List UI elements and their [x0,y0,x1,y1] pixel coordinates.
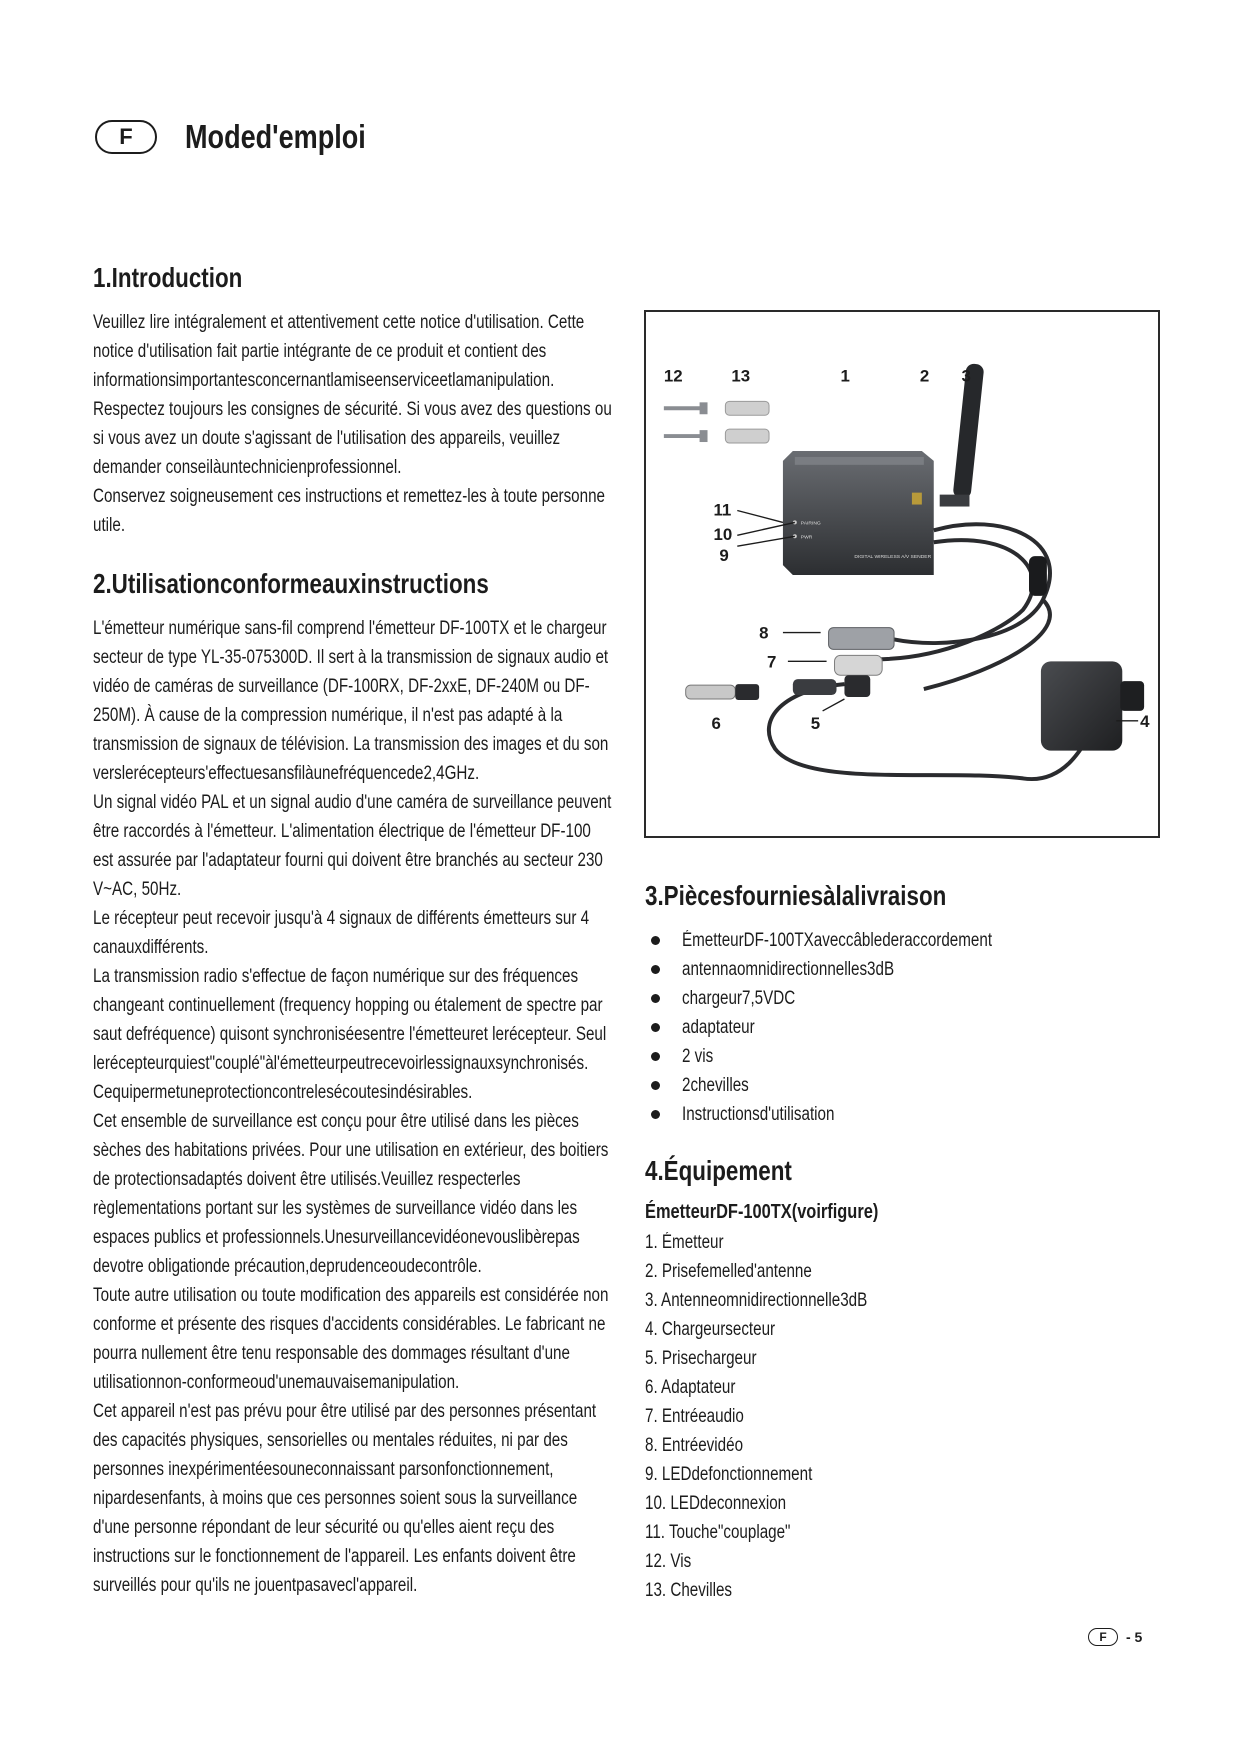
list-item [645,984,1165,1013]
left-column [93,262,613,1600]
screws-icon [664,402,708,442]
callout-10: 10 [713,525,733,545]
callout-8: 8 [759,623,769,643]
paragraph: Cet appareil n'est pas prévu pour être utilisé par des personnes présentant des capacités physiques, sensorielles ou mentales réduites, ni par des personnes inexpérimentéesouneconnaissant parsonfonctionnement, nipardesenfants, à moins que ces personnes soient sous la surveillance d'une personne répondant de leur sécurité ou qu'elles aient reçu des instructions sur le fonctionnement de l'appareil. Les enfants doivent être surveillés pour qu'ils ne jouentpasavecl'appareil. [93,1401,597,1596]
list-item: 11. Touche"couplage" [645,1522,791,1543]
list-item-text: 2chevilles [682,1074,749,1096]
section-body [93,614,613,1600]
section-heading: 1.Introduction [93,262,243,293]
section-equipment [645,1155,1165,1605]
paragraph: Toute autre utilisation ou toute modification des appareils est considérée non conforme et présente des risques d'accidents considérables. Le fabricant ne pourra nullement être tenu responsable des dommages résultant d'une utilisationnon-conformeoud'unemauvaisemanipulation. [93,1285,609,1393]
callout-4: 4 [1140,711,1150,731]
pairing-led-label: PAIRING [800,521,821,527]
list-item: 1. Émetteur [645,1232,724,1253]
callout-3: 3 [961,366,971,386]
callout-13: 13 [731,366,751,386]
callout-11: 11 [713,500,732,520]
list-item: 9. LEDdefonctionnement [645,1464,813,1485]
list-item-text: 2 vis [682,1045,714,1067]
callout-12: 12 [663,366,683,386]
charger-icon [1041,661,1144,750]
section-heading: 4.Équipement [645,1155,792,1186]
callout-5: 5 [810,713,821,733]
list-item: 4. Chargeursecteur [645,1319,776,1340]
callout-9: 9 [719,546,729,566]
bullet-icon [651,965,660,974]
paragraph: Un signal vidéo PAL et un signal audio d'une caméra de surveillance peuvent être raccordés à l'émetteur. L'alimentation électrique de l'émetteur DF-100 est assurée par l'adaptateur fourni qui doivent être branchés au secteur 230 V~AC, 50Hz. [93,792,612,900]
list-item-text: antennaomnidirectionnelles3dB [682,958,895,980]
callout-7: 7 [767,652,777,672]
paragraph: L'émetteur numérique sans-fil comprend l'émetteur DF-100TX et le chargeur secteur de type YL-35-075300D. Il sert à la transmission de signaux audio et vidéo de caméras de surveillance (DF-100RX, DF-2xxE, DF-240M ou DF-250M). À cause de la compression numérique, il n'est pas adapté à la transmission de signaux de télévision. La transmission des images et du son verslerécepteurs'effectuesansfilàunefréquencede2,4GHz. [93,618,609,784]
adapter-icon [686,684,759,700]
page-title: Moded'emploi [185,118,366,155]
list-item-text: adaptateur [682,1016,755,1038]
paragraph: Conservez soigneusement ces instructions et remettez-les à toute personne utile. [93,486,605,536]
list-item [645,1042,1165,1071]
section-body [93,308,613,540]
list-item [645,1100,1165,1129]
list-item: 10. LEDdeconnexion [645,1493,787,1514]
audio-connector-icon [835,655,883,675]
wall-plugs-icon [725,401,769,443]
language-badge-small: F [1088,1628,1118,1646]
section-intended-use [93,568,613,1600]
list-item [645,955,1165,984]
power-led-label: PWR [800,535,813,541]
section-heading: 2.Utilisationconformeauxinstructions [93,568,489,599]
list-item: 12. Vis [645,1551,692,1572]
list-item-text: chargeur7,5VDC [682,987,796,1009]
transmitter-box [783,451,934,575]
list-item: 2. Prisefemelled'antenne [645,1261,812,1282]
list-item: 6. Adaptateur [645,1377,736,1398]
product-figure [644,310,1160,838]
callout-1: 1 [840,366,850,386]
bullet-icon [651,1052,660,1061]
callout-2: 2 [919,366,930,386]
bullet-icon [651,1081,660,1090]
product-illustration [646,312,1158,836]
section-supplied-parts [645,880,1165,1129]
page-number: - 5 [1126,1629,1143,1645]
list-item: 7. Entréeaudio [645,1406,744,1427]
list-item: 5. Prisechargeur [645,1348,757,1369]
paragraph: Cet ensemble de surveillance est conçu pour être utilisé dans les pièces sèches des habitations privées. Pour une utilisation en extérieur, des boitiers de protectionsadaptés doivent être utilisés.Veuillez respecterles règlementations portant sur les systèmes de surveillance vidéo dans les espaces publics et professionnels.Unesurveillancevidéonevouslibèrepas devotre obligationde précaution,deprudenceoudecontrôle. [93,1111,609,1277]
bullet-icon [651,1110,660,1119]
page-header [95,118,406,156]
ferrite-core [1029,556,1047,596]
bullet-icon [651,936,660,945]
list-item: 3. Antenneomnidirectionnelle3dB [645,1290,868,1311]
list-item-text: Instructionsd'utilisation [682,1103,835,1125]
list-item [645,1071,1165,1100]
bullet-icon [651,1023,660,1032]
paragraph: Respectez toujours les consignes de sécurité. Si vous avez des questions ou si vous avez un doute s'agissant de l'utilisation des appareils, veuillez demander conseilàuntechnicienprofessionnel. [93,399,612,478]
video-connector-icon [829,628,894,650]
equipment-subheading: ÉmetteurDF-100TX(voirfigure) [645,1201,879,1223]
section-introduction [93,262,613,540]
paragraph: La transmission radio s'effectue de façon numérique sur des fréquences changeant continuellement (frequency hopping ou étalement de spectre par saut defréquence) quisont synchroniséesentre l'émetteuret lerécepteur. Seul lerécepteurquiest"couplé"àl'émetteurpeutrecevoirlessignauxsynchronisés. Cequipermetuneprotectioncontrelesécoutesindésirables. [93,966,607,1103]
language-badge: F [95,120,157,154]
list-item-text: ÉmetteurDF-100TXaveccâblederaccordement [682,929,993,951]
right-column [645,880,1165,1605]
list-item [645,926,1165,955]
paragraph: Veuillez lire intégralement et attentivement cette notice d'utilisation. Cette notice d'utilisation fait partie intégrante de ce produit et contient des informationsimportantesconcernantlamiseenserviceetlamanipulation. [93,312,585,391]
callout-6: 6 [711,713,721,733]
paragraph: Le récepteur peut recevoir jusqu'à 4 signaux de différents émetteurs sur 4 canauxdifférents. [93,908,590,958]
power-jack-icon [793,675,870,697]
page-footer [1088,1628,1142,1646]
list-item: 8. Entréevidéo [645,1435,744,1456]
bullet-icon [651,994,660,1003]
section-heading: 3.Piècesfourniesàlalivraison [645,880,947,911]
supplied-parts-list [645,926,1165,1129]
list-item: 13. Chevilles [645,1580,733,1601]
list-item [645,1013,1165,1042]
equipment-list [645,1228,1165,1605]
device-label: DIGITAL WIRELESS A/V SENDER [854,555,932,561]
